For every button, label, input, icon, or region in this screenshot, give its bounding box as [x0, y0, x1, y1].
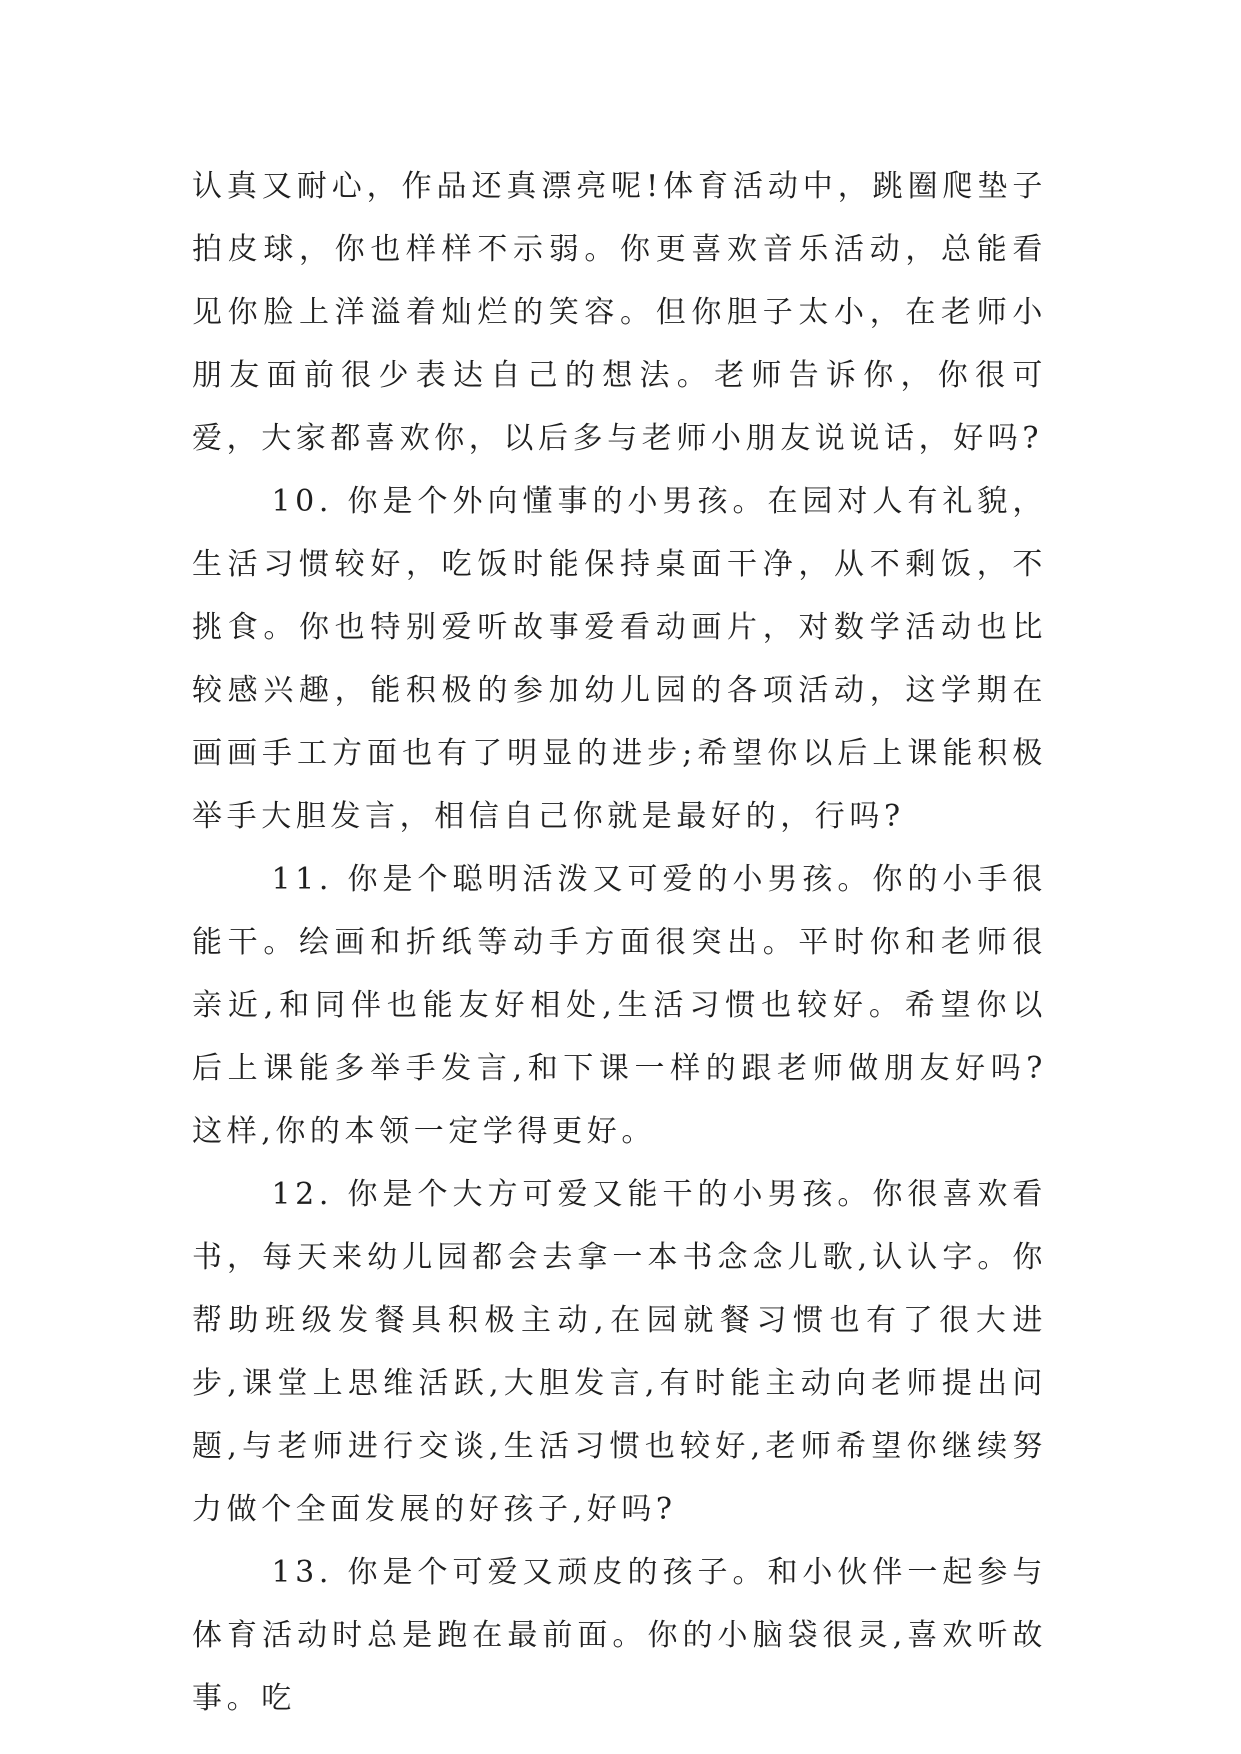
- document-body: [192, 155, 1047, 1730]
- paragraph-continuation: 认真又耐心，作品还真漂亮呢!体育活动中，跳圈爬垫子拍皮球，你也样样不示弱。你更喜欢音乐活动，总能看见你脸上洋溢着灿烂的笑容。但你胆子太小，在老师小朋友面前很少表达自己的想法。老师告诉你，你很可爱，大家都喜欢你，以后多与老师小朋友说说话，好吗?: [192, 169, 1047, 456]
- paragraph-comment-13: 13. 你是个可爱又顽皮的孩子。和小伙伴一起参与体育活动时总是跑在最前面。你的小脑袋很灵,喜欢听故事。吃: [192, 1555, 1047, 1716]
- paragraph-comment-11: 11. 你是个聪明活泼又可爱的小男孩。你的小手很能干。绘画和折纸等动手方面很突出。平时你和老师很亲近,和同伴也能友好相处,生活习惯也较好。希望你以后上课能多举手发言,和下课一样的跟老师做朋友好吗?这样,你的本领一定学得更好。: [192, 862, 1047, 1149]
- paragraph-comment-12: 12. 你是个大方可爱又能干的小男孩。你很喜欢看书，每天来幼儿园都会去拿一本书念念儿歌,认认字。你帮助班级发餐具积极主动,在园就餐习惯也有了很大进步,课堂上思维活跃,大胆发言,有时能主动向老师提出问题,与老师进行交谈,生活习惯也较好,老师希望你继续努力做个全面发展的好孩子,好吗?: [192, 1177, 1047, 1527]
- paragraph-comment-10: 10. 你是个外向懂事的小男孩。在园对人有礼貌，生活习惯较好，吃饭时能保持桌面干净，从不剩饭，不挑食。你也特别爱听故事爱看动画片，对数学活动也比较感兴趣，能积极的参加幼儿园的各项活动，这学期在画画手工方面也有了明显的进步;希望你以后上课能积极举手大胆发言，相信自己你就是最好的，行吗?: [192, 484, 1047, 834]
